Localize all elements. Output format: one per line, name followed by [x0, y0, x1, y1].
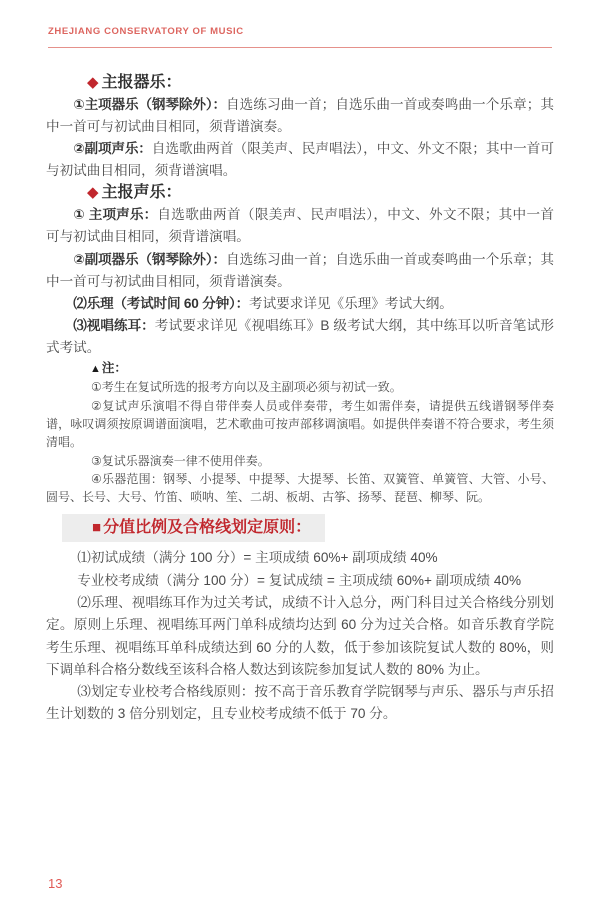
- section-title-text: 主报声乐：: [101, 184, 182, 202]
- section-title-text: 分值比例及合格线划定原则：: [103, 519, 312, 537]
- header-rule: [48, 47, 552, 48]
- scoring-section: [46, 547, 554, 725]
- triangle-icon: ▲: [90, 363, 101, 376]
- square-icon: ■: [92, 519, 102, 537]
- diamond-icon: ◆: [87, 184, 99, 202]
- scoring-paragraph-1: ⑴初试成绩（满分 100 分）= 主项成绩 60%+ 副项成绩 40%: [77, 550, 438, 566]
- notes-title: [46, 359, 554, 378]
- paragraph-body: 自选歌曲两首（限美声、民声唱法），中文、外文不限；其中一首可与初试曲目相同，须背谱演唱。: [46, 141, 555, 179]
- paragraph-lead: ②副项声乐：: [73, 141, 152, 157]
- paragraph-lead: ②副项器乐（钢琴除外）：: [73, 251, 226, 267]
- paragraph-lead: ①主项器乐（钢琴除外）：: [73, 97, 226, 112]
- section-title-instrumental: [46, 72, 554, 94]
- paragraph-instrumental-major: [46, 94, 554, 138]
- paragraph-body: 考试要求详见《乐理》考试大纲。: [249, 295, 453, 311]
- section-title-vocal: [46, 182, 554, 204]
- paragraph-body: 考试要求详见《视唱练耳》B 级考试大纲，其中练耳以听音笔试形式考试。: [46, 317, 554, 355]
- scoring-paragraph-3: ⑵乐理、视唱练耳作为过关考试，成绩不计入总分，两门科目过关合格线分别划定。原则上乐理、视唱练耳两门单科成绩均达到 60 分为过关合格。如音乐教育学院考生乐理、视唱练耳单科成绩达到 60 分的人数，低于参加该院复试人数的 80%，则下调单科合格分数线至该科合格人数达到该院参加复试人数的 80% 为止。: [46, 595, 554, 677]
- paragraph-ear-training: [46, 315, 554, 359]
- page-content: [46, 72, 554, 726]
- diamond-icon: ◆: [87, 74, 99, 91]
- paragraph-body: 自选练习曲一首；自选乐曲一首或奏鸣曲一个乐章；其中一首可与初试曲目相同，须背谱演奏。: [46, 251, 555, 289]
- notes-title-text: 注：: [101, 361, 127, 376]
- scoring-paragraph-4: ⑶划定专业校考合格线原则：按不高于音乐教育学院钢琴与声乐、器乐与声乐招生计划数的 3 倍分别划定，且专业校考成绩不低于 70 分。: [46, 684, 554, 722]
- paragraph-lead: ⑵乐理（考试时间 60 分钟）：: [73, 295, 249, 311]
- section-title-scoring: [62, 514, 325, 542]
- paragraph-body: 自选歌曲两首（限美声、民声唱法），中文、外文不限；其中一首可与初试曲目相同，须背谱演唱。: [46, 207, 555, 245]
- paragraph-vocal-major: [46, 204, 554, 248]
- paragraph-lead: ① 主项声乐：: [73, 207, 158, 223]
- page-header: [48, 26, 552, 37]
- paragraph-music-theory: [46, 293, 554, 315]
- paragraph-lead: ⑶视唱练耳：: [73, 317, 155, 333]
- section-title-text: 主报器乐：: [101, 74, 182, 91]
- note-item-1: ①考生在复试所选的报考方向以及主副项必须与初试一致。: [91, 380, 402, 395]
- paragraph-instrumental-minor: [46, 138, 554, 182]
- paragraph-body: 自选练习曲一首；自选乐曲一首或奏鸣曲一个乐章；其中一首可与初试曲目相同，须背谱演奏。: [46, 97, 555, 135]
- page-number: 13: [48, 876, 63, 891]
- note-item-4: ④乐器范围：钢琴、小提琴、中提琴、大提琴、长笛、双簧管、单簧管、大管、小号、圆号、长号、大号、竹笛、唢呐、笙、二胡、板胡、古筝、扬琴、琵琶、柳琴、阮。: [46, 471, 554, 505]
- scoring-paragraph-2: 专业校考成绩（满分 100 分）= 复试成绩 = 主项成绩 60%+ 副项成绩 40%: [77, 572, 522, 588]
- note-item-2: ②复试声乐演唱不得自带伴奏人员或伴奏带，考生如需伴奏，请提供五线谱钢琴伴奏谱，咏叹调须按原调谱面演唱，艺术歌曲可按声部移调演唱。如提供伴奏谱不符合要求，考生须清唱。: [46, 398, 554, 450]
- note-item-3: ③复试乐器演奏一律不使用伴奏。: [91, 453, 270, 468]
- paragraph-vocal-minor: [46, 249, 554, 293]
- brand-title: ZHEJIANG CONSERVATORY OF MUSIC: [48, 26, 244, 37]
